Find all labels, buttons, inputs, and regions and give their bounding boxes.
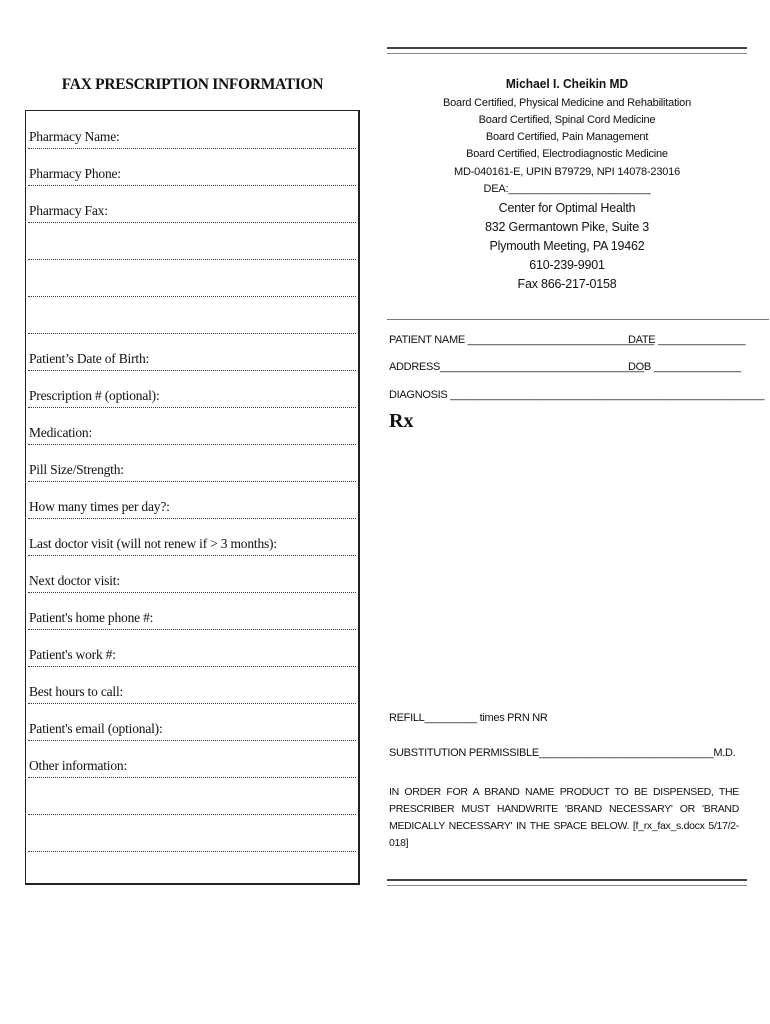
field-label: Next doctor visit:	[29, 573, 120, 588]
blank-line-field[interactable]	[28, 297, 356, 334]
clinic-city: Plymouth Meeting, PA 19462	[489, 239, 645, 253]
date-field[interactable]: DATE _______________	[628, 334, 746, 346]
field-label: Last doctor visit (will not renew if > 3 months):	[29, 536, 277, 551]
field-label: Prescription # (optional):	[29, 388, 160, 403]
field-label: Best hours to call:	[29, 684, 124, 699]
home-phone-field[interactable]	[28, 593, 356, 630]
field-label: Patient's email (optional):	[29, 721, 163, 736]
email-field[interactable]	[28, 704, 356, 741]
bottom-rule	[387, 879, 747, 886]
substitution-field[interactable]: SUBSTITUTION PERMISSIBLE______________________________M.D.	[389, 747, 736, 759]
field-label: Pharmacy Name:	[29, 129, 120, 144]
credential-line: Board Certified, Physical Medicine and Rehabilitation	[442, 97, 692, 109]
clinic-phone: 610-239-9901	[529, 258, 605, 272]
pharmacy-fax-field[interactable]	[28, 186, 356, 223]
credential-line: MD-040161-E, UPIN B79729, NPI 14078-23016	[454, 166, 680, 178]
date-of-birth-field[interactable]	[28, 334, 356, 371]
field-label: Other information:	[29, 758, 127, 773]
brand-notice: IN ORDER FOR A BRAND NAME PRODUCT TO BE DISPENSED, THE PRESCRIBER MUST HANDWRITE 'BRAND NECESSARY' OR 'BRAND MEDICALLY NECESSARY' IN THE SPACE BELOW. [f_rx_fax_s.docx 5/17/2-018]	[389, 786, 739, 849]
credential-line: Board Certified, Electrodiagnostic Medicine	[466, 148, 668, 160]
form-title: FAX PRESCRIPTION INFORMATION	[61, 76, 324, 93]
prescription-number-field[interactable]	[28, 371, 356, 408]
field-label: Patient's work #:	[29, 647, 116, 662]
fax-form	[25, 110, 360, 885]
field-label: Pill Size/Strength:	[29, 462, 124, 477]
clinic-name: Center for Optimal Health	[498, 201, 636, 215]
address-field[interactable]: ADDRESS___________________________________	[389, 361, 644, 373]
blank-line-field[interactable]	[28, 223, 356, 260]
doctor-name: Michael I. Cheikin MD	[505, 76, 629, 91]
field-line	[28, 851, 356, 852]
best-hours-field[interactable]	[28, 667, 356, 704]
field-label: Pharmacy Fax:	[29, 203, 108, 218]
work-phone-field[interactable]	[28, 630, 356, 667]
field-label: How many times per day?:	[29, 499, 170, 514]
blank-line-field[interactable]	[28, 778, 356, 815]
clinic-fax: Fax 866-217-0158	[517, 277, 617, 291]
pharmacy-name-field[interactable]	[28, 117, 356, 149]
field-label: Patient’s Date of Birth:	[29, 351, 150, 366]
field-label: Medication:	[29, 425, 93, 440]
header-divider	[387, 319, 769, 320]
credential-line: Board Certified, Pain Management	[485, 131, 649, 143]
pill-size-field[interactable]	[28, 445, 356, 482]
pharmacy-phone-field[interactable]	[28, 149, 356, 186]
blank-line-field[interactable]	[28, 260, 356, 297]
credential-line: Board Certified, Spinal Cord Medicine	[478, 114, 656, 126]
patient-name-field[interactable]: PATIENT NAME ________________________________	[389, 334, 654, 346]
times-per-day-field[interactable]	[28, 482, 356, 519]
diagnosis-field[interactable]: DIAGNOSIS ______________________________________________________	[389, 389, 765, 401]
field-label: Pharmacy Phone:	[29, 166, 121, 181]
rx-symbol: Rx	[389, 410, 414, 432]
refill-field[interactable]: REFILL_________ times PRN NR	[389, 712, 548, 724]
field-label: Patient's home phone #:	[29, 610, 154, 625]
next-visit-field[interactable]	[28, 556, 356, 593]
dea-line: DEA:________________________	[483, 183, 651, 195]
clinic-address: 832 Germantown Pike, Suite 3	[485, 220, 649, 234]
dob-field[interactable]: DOB _______________	[628, 361, 741, 373]
other-information-field[interactable]	[28, 741, 356, 778]
blank-line-field[interactable]	[28, 815, 356, 852]
medication-field[interactable]	[28, 408, 356, 445]
last-visit-field[interactable]	[28, 519, 356, 556]
top-rule	[387, 47, 747, 54]
